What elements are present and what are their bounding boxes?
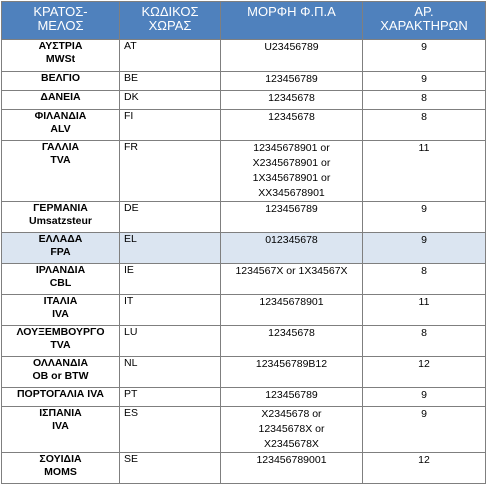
- country-line: ΦΙΛΑΝΔΙΑ: [34, 110, 87, 122]
- cell-code: ES: [120, 407, 221, 453]
- cell-chars: 12: [363, 453, 486, 484]
- country-line: ΑΥΣΤΡΙΑ: [38, 40, 83, 52]
- cell-country: [2, 326, 120, 357]
- table-row: [2, 453, 486, 484]
- format-line: U23456789: [264, 41, 319, 53]
- format-line: 123456789B12: [255, 358, 328, 370]
- table-row: [2, 110, 486, 141]
- cell-country: [2, 72, 120, 91]
- cell-chars: 9: [363, 202, 486, 233]
- table-row: [2, 233, 486, 264]
- cell-format: [221, 357, 363, 388]
- country-line: ΓΕΡΜΑΝΙΑ: [33, 202, 88, 214]
- table-row: [2, 295, 486, 326]
- country-line: ΛΟΥΞΕΜΒΟΥΡΓΟ: [16, 326, 105, 338]
- cell-code: DK: [120, 91, 221, 110]
- country-line: ΒΕΛΓΙΟ: [41, 72, 80, 84]
- cell-chars: 8: [363, 264, 486, 295]
- format-line: 123456789: [265, 73, 318, 85]
- cell-country: [2, 110, 120, 141]
- country-line: MWSt: [45, 52, 76, 65]
- cell-chars: 9: [363, 40, 486, 72]
- header-line: ΧΩΡΑΣ: [148, 18, 192, 33]
- cell-country: [2, 264, 120, 295]
- format-line: 123456789001: [256, 454, 327, 466]
- cell-format: [221, 233, 363, 264]
- cell-country: [2, 407, 120, 453]
- cell-country: [2, 141, 120, 202]
- header-row: [2, 2, 486, 40]
- country-line: OB or BTW: [32, 369, 89, 382]
- table-row: [2, 202, 486, 233]
- cell-code: PT: [120, 388, 221, 407]
- header-code: [120, 2, 221, 40]
- cell-format: [221, 407, 363, 453]
- cell-format: [221, 264, 363, 295]
- country-line: CBL: [49, 276, 72, 289]
- cell-chars: 8: [363, 326, 486, 357]
- cell-chars: 9: [363, 72, 486, 91]
- country-line: ΟΛΛΑΝΔΙΑ: [32, 357, 89, 369]
- country-line: ΓΑΛΛΙΑ: [41, 141, 80, 153]
- country-line: IVA: [52, 307, 69, 320]
- format-line: 012345678: [265, 234, 318, 246]
- format-line: 1234567X or 1X34567X: [235, 265, 348, 277]
- format-line: XX345678901: [258, 187, 325, 199]
- cell-code: EL: [120, 233, 221, 264]
- table-row: [2, 91, 486, 110]
- format-line: 123456789: [265, 389, 318, 401]
- cell-country: [2, 233, 120, 264]
- format-line: 12345678: [268, 327, 315, 339]
- cell-code: NL: [120, 357, 221, 388]
- cell-country: [2, 388, 120, 407]
- cell-format: [221, 141, 363, 202]
- format-line: 12345678: [268, 111, 315, 123]
- country-line: TVA: [50, 153, 71, 166]
- cell-format: [221, 72, 363, 91]
- cell-country: [2, 91, 120, 110]
- cell-code: BE: [120, 72, 221, 91]
- header-chars: [363, 2, 486, 40]
- country-line: MOMS: [44, 465, 77, 478]
- country-line: Umsatzsteur: [28, 214, 93, 227]
- vat-format-table: [1, 1, 486, 484]
- cell-format: [221, 326, 363, 357]
- header-line: ΜΕΛΟΣ: [37, 18, 84, 33]
- cell-chars: 12: [363, 357, 486, 388]
- country-line: ΙΡΛΑΝΔΙΑ: [35, 264, 86, 276]
- cell-format: [221, 110, 363, 141]
- cell-code: LU: [120, 326, 221, 357]
- header-line: ΜΟΡΦΗ Φ.Π.Α: [247, 4, 336, 19]
- cell-country: [2, 40, 120, 72]
- cell-code: SE: [120, 453, 221, 484]
- cell-code: DE: [120, 202, 221, 233]
- format-line: X2345678 or: [261, 408, 322, 420]
- table-row: [2, 326, 486, 357]
- cell-chars: 9: [363, 407, 486, 453]
- cell-chars: 11: [363, 295, 486, 326]
- country-line: FPA: [50, 245, 71, 258]
- header-country: [2, 2, 120, 40]
- country-line: ALV: [50, 122, 71, 135]
- cell-format: [221, 295, 363, 326]
- cell-format: [221, 40, 363, 72]
- country-line: ΣΟΥΙΔΙΑ: [39, 453, 82, 465]
- header-line: ΚΡΑΤΟΣ-: [33, 4, 88, 19]
- cell-code: FI: [120, 110, 221, 141]
- cell-code: AT: [120, 40, 221, 72]
- header-line: ΚΩΔΙΚΟΣ: [141, 4, 199, 19]
- format-line: 12345678901 or: [253, 142, 330, 154]
- format-line: X2345678X: [264, 438, 319, 450]
- table-row: [2, 407, 486, 453]
- format-line: 12345678: [268, 92, 315, 104]
- format-line: 1X345678901 or: [252, 172, 331, 184]
- cell-code: FR: [120, 141, 221, 202]
- header-line: ΑΡ.: [414, 4, 434, 19]
- table-row: [2, 72, 486, 91]
- cell-code: IE: [120, 264, 221, 295]
- country-line: ΔΑΝΕΙΑ: [40, 91, 81, 103]
- format-line: X2345678901 or: [252, 157, 331, 169]
- cell-chars: 8: [363, 110, 486, 141]
- table-row: [2, 40, 486, 72]
- table-row: [2, 357, 486, 388]
- table-row: [2, 264, 486, 295]
- cell-country: [2, 295, 120, 326]
- country-line: ΠΟΡΤΟΓΑΛΙΑ IVA: [16, 388, 105, 400]
- header-line: ΧΑΡΑΚΤΗΡΩΝ: [380, 18, 468, 33]
- table-body: [2, 40, 486, 484]
- cell-chars: 9: [363, 233, 486, 264]
- format-line: 12345678X or: [258, 423, 325, 435]
- table-row: [2, 141, 486, 202]
- cell-chars: 11: [363, 141, 486, 202]
- country-line: ΙΤΑΛΙΑ: [43, 295, 78, 307]
- cell-country: [2, 453, 120, 484]
- table-row: [2, 388, 486, 407]
- cell-format: [221, 388, 363, 407]
- cell-chars: 8: [363, 91, 486, 110]
- country-line: ΙΣΠΑΝΙΑ: [39, 407, 82, 419]
- cell-format: [221, 202, 363, 233]
- cell-country: [2, 357, 120, 388]
- format-line: 12345678901: [259, 296, 324, 308]
- country-line: TVA: [50, 338, 71, 351]
- country-line: ΕΛΛΑΔΑ: [38, 233, 83, 245]
- cell-country: [2, 202, 120, 233]
- country-line: IVA: [52, 419, 69, 432]
- cell-format: [221, 453, 363, 484]
- format-line: 123456789: [265, 203, 318, 215]
- cell-code: IT: [120, 295, 221, 326]
- header-format: [221, 2, 363, 40]
- cell-format: [221, 91, 363, 110]
- cell-chars: 9: [363, 388, 486, 407]
